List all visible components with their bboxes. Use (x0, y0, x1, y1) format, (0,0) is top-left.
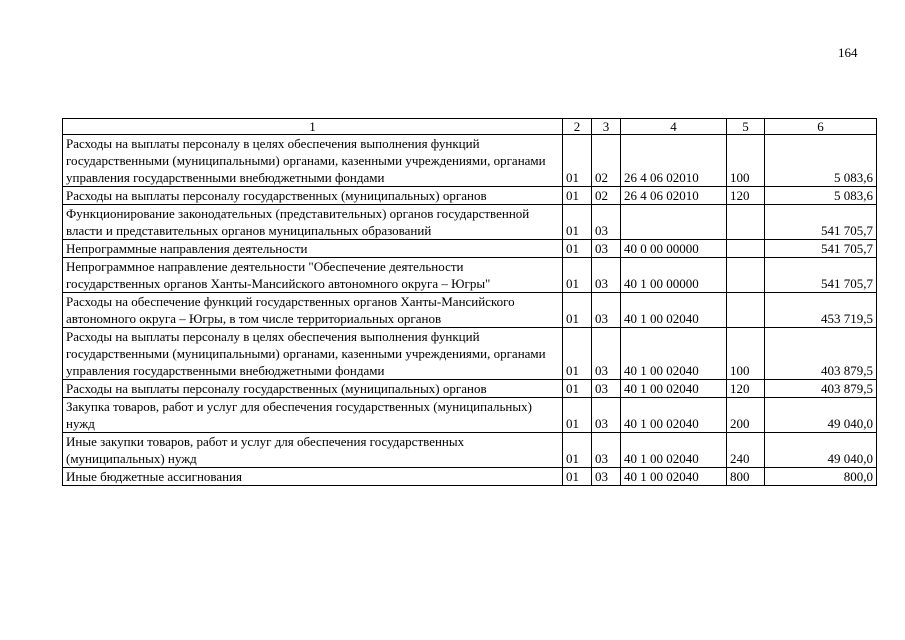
row-section: 01 (563, 293, 592, 328)
row-subsection: 03 (592, 293, 621, 328)
row-amount: 5 083,6 (765, 187, 877, 205)
row-name: Иные бюджетные ассигнования (63, 468, 563, 486)
row-target-code: 40 0 00 00000 (621, 240, 727, 258)
row-section: 01 (563, 433, 592, 468)
row-target-code: 40 1 00 02040 (621, 433, 727, 468)
row-target-code: 40 1 00 02040 (621, 398, 727, 433)
row-section: 01 (563, 258, 592, 293)
column-header-3: 3 (592, 119, 621, 135)
table-row (63, 205, 877, 240)
row-subsection: 03 (592, 328, 621, 380)
row-name: Непрограммные направления деятельности (63, 240, 563, 258)
row-expense-type (727, 240, 765, 258)
row-amount: 49 040,0 (765, 433, 877, 468)
column-header-4: 4 (621, 119, 727, 135)
row-subsection: 03 (592, 468, 621, 486)
row-expense-type: 100 (727, 135, 765, 187)
row-name: Расходы на выплаты персоналу в целях обеспечения выполнения функций государственными (муниципальными) органами, казенными учреждениями, органами управления государственными внебюджетными фондами (63, 135, 563, 187)
row-amount: 541 705,7 (765, 258, 877, 293)
row-target-code: 40 1 00 02040 (621, 328, 727, 380)
row-target-code: 26 4 06 02010 (621, 135, 727, 187)
header-row (63, 119, 877, 135)
row-name: Расходы на обеспечение функций государственных органов Ханты-Мансийского автономного округа – Югры, в том числе территориальных органов (63, 293, 563, 328)
row-section: 01 (563, 135, 592, 187)
row-section: 01 (563, 380, 592, 398)
table-row (63, 433, 877, 468)
table-row (63, 240, 877, 258)
column-header-1: 1 (63, 119, 563, 135)
row-expense-type: 240 (727, 433, 765, 468)
table-row (63, 398, 877, 433)
row-amount: 541 705,7 (765, 240, 877, 258)
row-subsection: 03 (592, 205, 621, 240)
row-target-code: 40 1 00 02040 (621, 380, 727, 398)
table-row (63, 380, 877, 398)
row-section: 01 (563, 468, 592, 486)
row-subsection: 03 (592, 258, 621, 293)
row-expense-type: 200 (727, 398, 765, 433)
row-section: 01 (563, 328, 592, 380)
table-row (63, 135, 877, 187)
row-section: 01 (563, 398, 592, 433)
table-row (63, 187, 877, 205)
row-expense-type (727, 205, 765, 240)
row-name: Непрограммное направление деятельности "Обеспечение деятельности государственных органов Ханты-Мансийского автономного округа – Югры" (63, 258, 563, 293)
row-target-code (621, 205, 727, 240)
column-header-2: 2 (563, 119, 592, 135)
row-name: Закупка товаров, работ и услуг для обеспечения государственных (муниципальных) нужд (63, 398, 563, 433)
page-number: 164 (838, 45, 858, 60)
row-amount: 403 879,5 (765, 328, 877, 380)
row-section: 01 (563, 240, 592, 258)
table-row (63, 328, 877, 380)
column-header-6: 6 (765, 119, 877, 135)
table-row (63, 293, 877, 328)
row-name: Расходы на выплаты персоналу в целях обеспечения выполнения функций государственными (муниципальными) органами, казенными учреждениями, органами управления государственными внебюджетными фондами (63, 328, 563, 380)
row-amount: 541 705,7 (765, 205, 877, 240)
row-name: Расходы на выплаты персоналу государственных (муниципальных) органов (63, 380, 563, 398)
row-expense-type: 100 (727, 328, 765, 380)
row-target-code: 40 1 00 02040 (621, 468, 727, 486)
row-expense-type: 120 (727, 380, 765, 398)
row-expense-type: 800 (727, 468, 765, 486)
row-subsection: 02 (592, 135, 621, 187)
row-target-code: 26 4 06 02010 (621, 187, 727, 205)
row-name: Расходы на выплаты персоналу государственных (муниципальных) органов (63, 187, 563, 205)
row-section: 01 (563, 187, 592, 205)
row-section: 01 (563, 205, 592, 240)
row-target-code: 40 1 00 02040 (621, 293, 727, 328)
row-expense-type: 120 (727, 187, 765, 205)
row-subsection: 02 (592, 187, 621, 205)
table-row (63, 258, 877, 293)
row-target-code: 40 1 00 00000 (621, 258, 727, 293)
budget-table (62, 118, 877, 486)
row-name: Функционирование законодательных (представительных) органов государственной власти и представительных органов муниципальных образований (63, 205, 563, 240)
row-name: Иные закупки товаров, работ и услуг для обеспечения государственных (муниципальных) нужд (63, 433, 563, 468)
column-header-5: 5 (727, 119, 765, 135)
row-amount: 403 879,5 (765, 380, 877, 398)
row-subsection: 03 (592, 433, 621, 468)
row-subsection: 03 (592, 380, 621, 398)
row-subsection: 03 (592, 398, 621, 433)
row-amount: 49 040,0 (765, 398, 877, 433)
row-expense-type (727, 258, 765, 293)
row-amount: 800,0 (765, 468, 877, 486)
row-expense-type (727, 293, 765, 328)
row-subsection: 03 (592, 240, 621, 258)
table-row (63, 468, 877, 486)
row-amount: 5 083,6 (765, 135, 877, 187)
row-amount: 453 719,5 (765, 293, 877, 328)
